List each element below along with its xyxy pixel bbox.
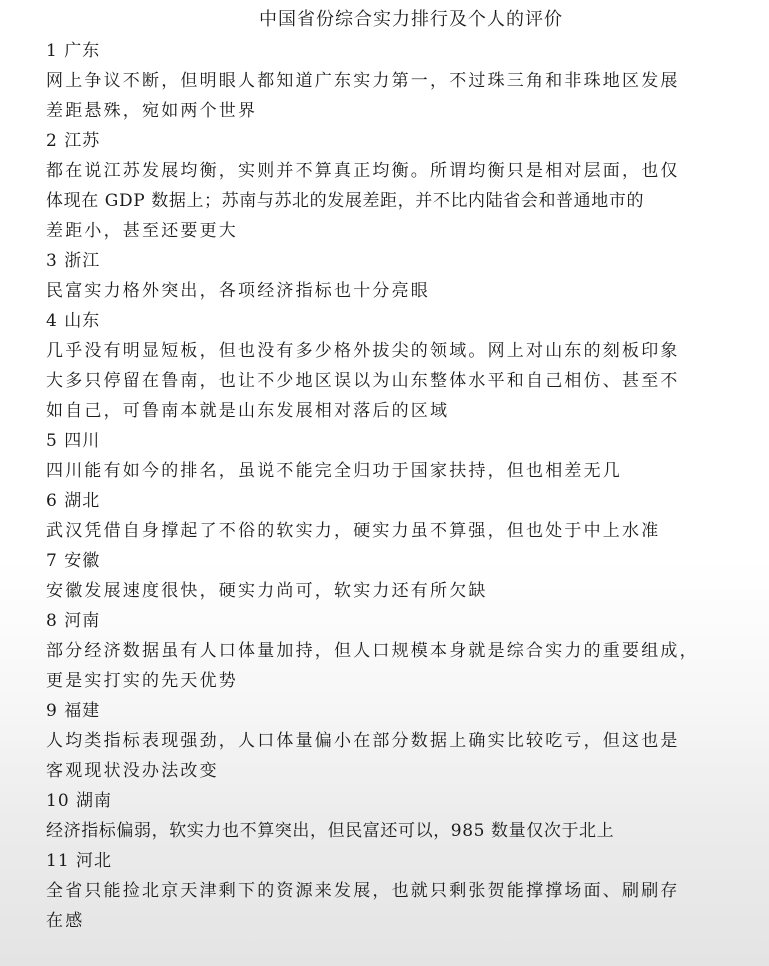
ranking-entry <box>46 126 736 246</box>
entry-text-line: 差距悬殊，宛如两个世界 <box>46 101 258 121</box>
entry-text-line: 四川能有如今的排名，虽说不能完全归功于国家扶持，但也相差无几 <box>46 461 622 481</box>
entry-heading: 9 福建 <box>46 701 101 721</box>
entry-text-line: 安徽发展速度很快，硬实力尚可，软实力还有所欠缺 <box>46 581 488 601</box>
document-title: 中国省份综合实力排行及个人的评价 <box>259 9 563 30</box>
entry-heading: 4 山东 <box>46 311 101 331</box>
entry-text-line: 如自己，可鲁南本就是山东发展相对落后的区域 <box>46 401 450 421</box>
ranking-entry <box>46 486 736 546</box>
ranking-list <box>46 36 736 936</box>
entry-heading: 2 江苏 <box>46 131 101 151</box>
ranking-entry <box>46 846 736 936</box>
entry-heading: 11 河北 <box>46 851 113 871</box>
entry-text-line: 体现在 GDP 数据上；苏南与苏北的发展差距，并不比内陆省会和普通地市的 <box>46 191 645 211</box>
entry-heading: 5 四川 <box>46 431 101 451</box>
ranking-entry <box>46 426 736 486</box>
entry-text-line: 全省只能捡北京天津剩下的资源来发展，也就只剩张贺能撑撑场面、刷刷存 <box>46 881 680 901</box>
entry-text-line: 部分经济数据虽有人口体量加持，但人口规模本身就是综合实力的重要组成， <box>46 641 699 661</box>
entry-heading: 6 湖北 <box>46 491 101 511</box>
entry-text-line: 大多只停留在鲁南，也让不少地区误以为山东整体水平和自己相仿、甚至不 <box>46 371 680 391</box>
ranking-entry <box>46 246 736 306</box>
entry-text-line: 在感 <box>46 911 85 931</box>
entry-heading: 3 浙江 <box>46 251 101 271</box>
entry-text-line: 更是实打实的先天优势 <box>46 671 238 691</box>
document-body <box>46 6 736 936</box>
ranking-entry <box>46 36 736 126</box>
entry-text-line: 武汉凭借自身撑起了不俗的软实力，硬实力虽不算强，但也处于中上水准 <box>46 521 661 541</box>
entry-text-line: 都在说江苏发展均衡，实则并不算真正均衡。所谓均衡只是相对层面，也仅 <box>46 161 680 181</box>
entry-heading: 7 安徽 <box>46 551 101 571</box>
ranking-entry <box>46 786 736 846</box>
entry-text-line: 几乎没有明显短板，但也没有多少格外拔尖的领域。网上对山东的刻板印象 <box>46 341 680 361</box>
ranking-entry <box>46 306 736 426</box>
ranking-entry <box>46 606 736 696</box>
entry-text-line: 人均类指标表现强劲，人口体量偏小在部分数据上确实比较吃亏，但这也是 <box>46 731 680 751</box>
entry-heading: 10 湖南 <box>46 791 113 811</box>
entry-text-line: 民富实力格外突出，各项经济指标也十分亮眼 <box>46 281 430 301</box>
entry-text-line: 差距小，甚至还要更大 <box>46 221 238 241</box>
entry-text-line: 客观现状没办法改变 <box>46 761 219 781</box>
entry-heading: 1 广东 <box>46 41 101 61</box>
entry-heading: 8 河南 <box>46 611 101 631</box>
entry-text-line: 网上争议不断，但明眼人都知道广东实力第一，不过珠三角和非珠地区发展 <box>46 71 680 91</box>
ranking-entry <box>46 696 736 786</box>
ranking-entry <box>46 546 736 606</box>
entry-text-line: 经济指标偏弱，软实力也不算突出，但民富还可以，985 数量仅次于北上 <box>46 821 615 841</box>
